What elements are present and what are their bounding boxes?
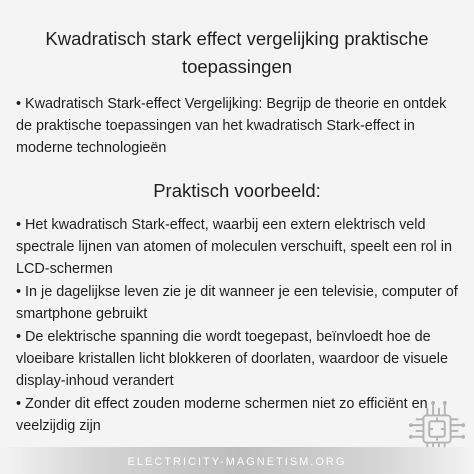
footer-bar xyxy=(0,447,474,474)
bullet-item: • In je dagelijkse leven zie je dit wanneer je een televisie, computer of smartphone gebruikt xyxy=(16,284,458,322)
bullet-item: • De elektrische spanning die wordt toegepast, beïnvloedt hoe de vloeibare kristallen licht blokkeren of doorlaten, waardoor de visuele display-inhoud verandert xyxy=(16,329,448,389)
page-title: Kwadratisch stark effect vergelijking praktische toepassingen xyxy=(45,28,429,77)
section-heading: Praktisch voorbeeld: xyxy=(153,180,321,201)
bullet-item: • Het kwadratisch Stark-effect, waarbij een extern elektrisch veld spectrale lijnen van atomen of moleculen verschuift, speelt een rol in LCD-schermen xyxy=(16,217,452,277)
footer-website-text: ELECTRICITY-MAGNETISM.ORG xyxy=(127,456,347,468)
bullet-item: • Zonder dit effect zouden moderne schermen niet zo efficiënt en veelzijdig zijn xyxy=(16,396,428,434)
intro-paragraph: • Kwadratisch Stark-effect Vergelijking: Begrijp de theorie en ontdek de praktische toepassingen van het kwadratisch Stark-effect in moderne technologieën xyxy=(16,96,447,156)
